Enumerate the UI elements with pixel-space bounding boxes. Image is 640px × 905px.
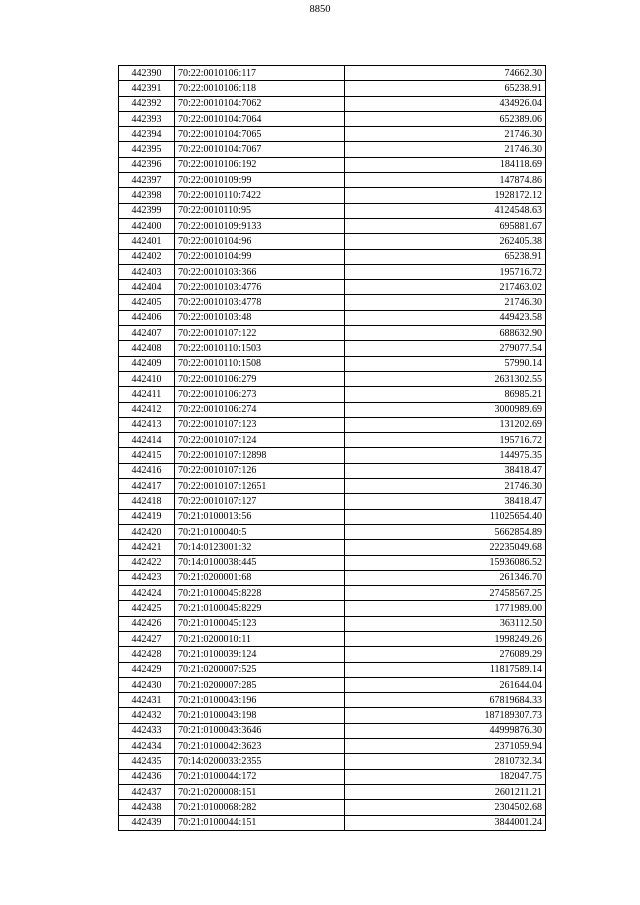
cadastral-value-cell: 147874.86 — [345, 173, 546, 188]
cadastral-value-cell: 74662.30 — [345, 66, 546, 81]
cadastral-value-cell: 21746.30 — [345, 295, 546, 310]
cadastral-number-cell: 70:22:0010107:123 — [175, 417, 345, 432]
cadastral-value-cell: 688632.90 — [345, 326, 546, 341]
table-row — [119, 800, 546, 815]
cadastral-number-cell: 70:21:0200007:285 — [175, 677, 345, 692]
cadastral-value-cell: 4124548.63 — [345, 203, 546, 218]
table-row — [119, 463, 546, 478]
row-number-cell: 442430 — [119, 677, 175, 692]
cadastral-number-cell: 70:22:0010110:1508 — [175, 356, 345, 371]
cadastral-value-cell: 1998249.26 — [345, 631, 546, 646]
table-row — [119, 218, 546, 233]
table-row — [119, 66, 546, 81]
table-row — [119, 769, 546, 784]
cadastral-value-cell: 449423.58 — [345, 310, 546, 325]
row-number-cell: 442402 — [119, 249, 175, 264]
table-row — [119, 371, 546, 386]
row-number-cell: 442437 — [119, 784, 175, 799]
table-row — [119, 677, 546, 692]
row-number-cell: 442403 — [119, 264, 175, 279]
cadastral-number-cell: 70:22:0010109:99 — [175, 173, 345, 188]
cadastral-value-cell: 182047.75 — [345, 769, 546, 784]
cadastral-value-cell: 44999876.30 — [345, 723, 546, 738]
cadastral-number-cell: 70:21:0100044:151 — [175, 815, 345, 830]
cadastral-value-cell: 3844001.24 — [345, 815, 546, 830]
table-row — [119, 662, 546, 677]
table-row — [119, 754, 546, 769]
cadastral-number-cell: 70:22:0010104:7064 — [175, 111, 345, 126]
cadastral-value-cell: 15936086.52 — [345, 555, 546, 570]
row-number-cell: 442397 — [119, 173, 175, 188]
cadastral-number-cell: 70:22:0010103:366 — [175, 264, 345, 279]
row-number-cell: 442394 — [119, 127, 175, 142]
cadastral-value-cell: 1928172.12 — [345, 188, 546, 203]
cadastral-value-cell: 261644.04 — [345, 677, 546, 692]
row-number-cell: 442420 — [119, 524, 175, 539]
table-row — [119, 157, 546, 172]
table-row — [119, 234, 546, 249]
row-number-cell: 442416 — [119, 463, 175, 478]
cadastral-number-cell: 70:22:0010103:48 — [175, 310, 345, 325]
cadastral-value-cell: 2371059.94 — [345, 739, 546, 754]
table-row — [119, 203, 546, 218]
cadastral-number-cell: 70:22:0010103:4778 — [175, 295, 345, 310]
cadastral-number-cell: 70:22:0010104:7062 — [175, 96, 345, 111]
row-number-cell: 442400 — [119, 218, 175, 233]
cadastral-number-cell: 70:22:0010107:124 — [175, 433, 345, 448]
table-row — [119, 723, 546, 738]
cadastral-number-cell: 70:21:0100045:8228 — [175, 586, 345, 601]
row-number-cell: 442422 — [119, 555, 175, 570]
table-row — [119, 295, 546, 310]
cadastral-number-cell: 70:22:0010107:126 — [175, 463, 345, 478]
cadastral-value-cell: 2601211.21 — [345, 784, 546, 799]
cadastral-value-cell: 3000989.69 — [345, 402, 546, 417]
cadastral-value-cell: 38418.47 — [345, 463, 546, 478]
cadastral-value-cell: 363112.50 — [345, 616, 546, 631]
cadastral-number-cell: 70:14:0200033:2355 — [175, 754, 345, 769]
cadastral-value-table — [118, 65, 546, 831]
table-row — [119, 326, 546, 341]
cadastral-value-cell: 195716.72 — [345, 264, 546, 279]
cadastral-value-cell: 65238.91 — [345, 81, 546, 96]
row-number-cell: 442409 — [119, 356, 175, 371]
cadastral-value-cell: 21746.30 — [345, 142, 546, 157]
table-row — [119, 631, 546, 646]
cadastral-number-cell: 70:21:0100068:282 — [175, 800, 345, 815]
row-number-cell: 442392 — [119, 96, 175, 111]
cadastral-number-cell: 70:22:0010107:127 — [175, 494, 345, 509]
cadastral-number-cell: 70:22:0010107:12898 — [175, 448, 345, 463]
row-number-cell: 442429 — [119, 662, 175, 677]
row-number-cell: 442391 — [119, 81, 175, 96]
table-row — [119, 509, 546, 524]
cadastral-number-cell: 70:21:0100043:196 — [175, 693, 345, 708]
cadastral-value-cell: 131202.69 — [345, 417, 546, 432]
cadastral-number-cell: 70:22:0010110:95 — [175, 203, 345, 218]
cadastral-number-cell: 70:21:0200008:151 — [175, 784, 345, 799]
cadastral-number-cell: 70:22:0010104:7067 — [175, 142, 345, 157]
cadastral-number-cell: 70:22:0010106:273 — [175, 387, 345, 402]
row-number-cell: 442412 — [119, 402, 175, 417]
table-row — [119, 173, 546, 188]
cadastral-number-cell: 70:22:0010106:192 — [175, 157, 345, 172]
table-row — [119, 402, 546, 417]
cadastral-number-cell: 70:21:0100043:198 — [175, 708, 345, 723]
cadastral-value-cell: 11817589.14 — [345, 662, 546, 677]
table-row — [119, 111, 546, 126]
table-row — [119, 356, 546, 371]
table-row — [119, 524, 546, 539]
cadastral-value-cell: 22235049.68 — [345, 540, 546, 555]
cadastral-number-cell: 70:21:0200010:11 — [175, 631, 345, 646]
cadastral-number-cell: 70:22:0010106:274 — [175, 402, 345, 417]
row-number-cell: 442415 — [119, 448, 175, 463]
cadastral-number-cell: 70:22:0010106:117 — [175, 66, 345, 81]
row-number-cell: 442426 — [119, 616, 175, 631]
table-row — [119, 555, 546, 570]
table-row — [119, 570, 546, 585]
table-body — [119, 66, 546, 831]
cadastral-value-cell: 695881.67 — [345, 218, 546, 233]
row-number-cell: 442433 — [119, 723, 175, 738]
row-number-cell: 442396 — [119, 157, 175, 172]
cadastral-number-cell: 70:21:0200001:68 — [175, 570, 345, 585]
row-number-cell: 442428 — [119, 647, 175, 662]
cadastral-value-cell: 38418.47 — [345, 494, 546, 509]
cadastral-number-cell: 70:21:0100013:56 — [175, 509, 345, 524]
cadastral-value-cell: 27458567.25 — [345, 586, 546, 601]
row-number-cell: 442421 — [119, 540, 175, 555]
cadastral-value-cell: 652389.06 — [345, 111, 546, 126]
row-number-cell: 442427 — [119, 631, 175, 646]
table-row — [119, 249, 546, 264]
table-row — [119, 96, 546, 111]
table-row — [119, 188, 546, 203]
cadastral-value-cell: 261346.70 — [345, 570, 546, 585]
row-number-cell: 442431 — [119, 693, 175, 708]
table-row — [119, 693, 546, 708]
cadastral-value-cell: 5662854.89 — [345, 524, 546, 539]
row-number-cell: 442418 — [119, 494, 175, 509]
table-row — [119, 586, 546, 601]
row-number-cell: 442399 — [119, 203, 175, 218]
cadastral-value-cell: 2304502.68 — [345, 800, 546, 815]
table-row — [119, 479, 546, 494]
cadastral-number-cell: 70:22:0010106:118 — [175, 81, 345, 96]
cadastral-value-cell: 2631302.55 — [345, 371, 546, 386]
table-row — [119, 647, 546, 662]
cadastral-value-cell: 11025654.40 — [345, 509, 546, 524]
cadastral-value-cell: 65238.91 — [345, 249, 546, 264]
row-number-cell: 442405 — [119, 295, 175, 310]
cadastral-number-cell: 70:21:0100044:172 — [175, 769, 345, 784]
cadastral-number-cell: 70:22:0010107:12651 — [175, 479, 345, 494]
cadastral-number-cell: 70:21:0100045:8229 — [175, 601, 345, 616]
table-row — [119, 448, 546, 463]
cadastral-value-cell: 2810732.34 — [345, 754, 546, 769]
cadastral-value-cell: 21746.30 — [345, 479, 546, 494]
cadastral-value-cell: 184118.69 — [345, 157, 546, 172]
cadastral-number-cell: 70:14:0100038:445 — [175, 555, 345, 570]
row-number-cell: 442408 — [119, 341, 175, 356]
table-row — [119, 708, 546, 723]
table-row — [119, 142, 546, 157]
row-number-cell: 442439 — [119, 815, 175, 830]
cadastral-value-cell: 57990.14 — [345, 356, 546, 371]
cadastral-value-cell: 67819684.33 — [345, 693, 546, 708]
cadastral-number-cell: 70:21:0100040:5 — [175, 524, 345, 539]
row-number-cell: 442390 — [119, 66, 175, 81]
row-number-cell: 442424 — [119, 586, 175, 601]
table-row — [119, 264, 546, 279]
table-row — [119, 310, 546, 325]
row-number-cell: 442434 — [119, 739, 175, 754]
table-row — [119, 280, 546, 295]
table-row — [119, 494, 546, 509]
table-row — [119, 417, 546, 432]
table-row — [119, 341, 546, 356]
table-row — [119, 127, 546, 142]
row-number-cell: 442413 — [119, 417, 175, 432]
cadastral-number-cell: 70:22:0010104:99 — [175, 249, 345, 264]
cadastral-number-cell: 70:22:0010110:1503 — [175, 341, 345, 356]
table-row — [119, 739, 546, 754]
cadastral-value-cell: 434926.04 — [345, 96, 546, 111]
cadastral-value-cell: 262405.38 — [345, 234, 546, 249]
cadastral-value-cell: 276089.29 — [345, 647, 546, 662]
table-row — [119, 433, 546, 448]
row-number-cell: 442414 — [119, 433, 175, 448]
cadastral-value-cell: 195716.72 — [345, 433, 546, 448]
cadastral-value-cell: 144975.35 — [345, 448, 546, 463]
row-number-cell: 442436 — [119, 769, 175, 784]
table-row — [119, 784, 546, 799]
row-number-cell: 442401 — [119, 234, 175, 249]
table-row — [119, 601, 546, 616]
cadastral-number-cell: 70:22:0010110:7422 — [175, 188, 345, 203]
table-row — [119, 81, 546, 96]
row-number-cell: 442410 — [119, 371, 175, 386]
cadastral-number-cell: 70:14:0123001:32 — [175, 540, 345, 555]
row-number-cell: 442435 — [119, 754, 175, 769]
row-number-cell: 442407 — [119, 326, 175, 341]
table-row — [119, 616, 546, 631]
row-number-cell: 442398 — [119, 188, 175, 203]
cadastral-number-cell: 70:21:0100039:124 — [175, 647, 345, 662]
row-number-cell: 442406 — [119, 310, 175, 325]
row-number-cell: 442438 — [119, 800, 175, 815]
cadastral-value-cell: 21746.30 — [345, 127, 546, 142]
cadastral-number-cell: 70:22:0010104:7065 — [175, 127, 345, 142]
cadastral-number-cell: 70:21:0100043:3646 — [175, 723, 345, 738]
row-number-cell: 442425 — [119, 601, 175, 616]
cadastral-value-cell: 1771989.00 — [345, 601, 546, 616]
cadastral-number-cell: 70:22:0010104:96 — [175, 234, 345, 249]
table-row — [119, 387, 546, 402]
cadastral-number-cell: 70:21:0100042:3623 — [175, 739, 345, 754]
cadastral-value-cell: 279077.54 — [345, 341, 546, 356]
cadastral-number-cell: 70:22:0010109:9133 — [175, 218, 345, 233]
cadastral-number-cell: 70:22:0010103:4776 — [175, 280, 345, 295]
cadastral-value-cell: 187189307.73 — [345, 708, 546, 723]
table-row — [119, 815, 546, 830]
cadastral-number-cell: 70:21:0200007:525 — [175, 662, 345, 677]
row-number-cell: 442417 — [119, 479, 175, 494]
row-number-cell: 442393 — [119, 111, 175, 126]
table-row — [119, 540, 546, 555]
cadastral-number-cell: 70:22:0010106:279 — [175, 371, 345, 386]
cadastral-number-cell: 70:21:0100045:123 — [175, 616, 345, 631]
row-number-cell: 442423 — [119, 570, 175, 585]
cadastral-value-cell: 86985.21 — [345, 387, 546, 402]
row-number-cell: 442411 — [119, 387, 175, 402]
cadastral-value-cell: 217463.02 — [345, 280, 546, 295]
page-number: 8850 — [309, 4, 331, 15]
row-number-cell: 442432 — [119, 708, 175, 723]
row-number-cell: 442419 — [119, 509, 175, 524]
row-number-cell: 442395 — [119, 142, 175, 157]
cadastral-number-cell: 70:22:0010107:122 — [175, 326, 345, 341]
row-number-cell: 442404 — [119, 280, 175, 295]
